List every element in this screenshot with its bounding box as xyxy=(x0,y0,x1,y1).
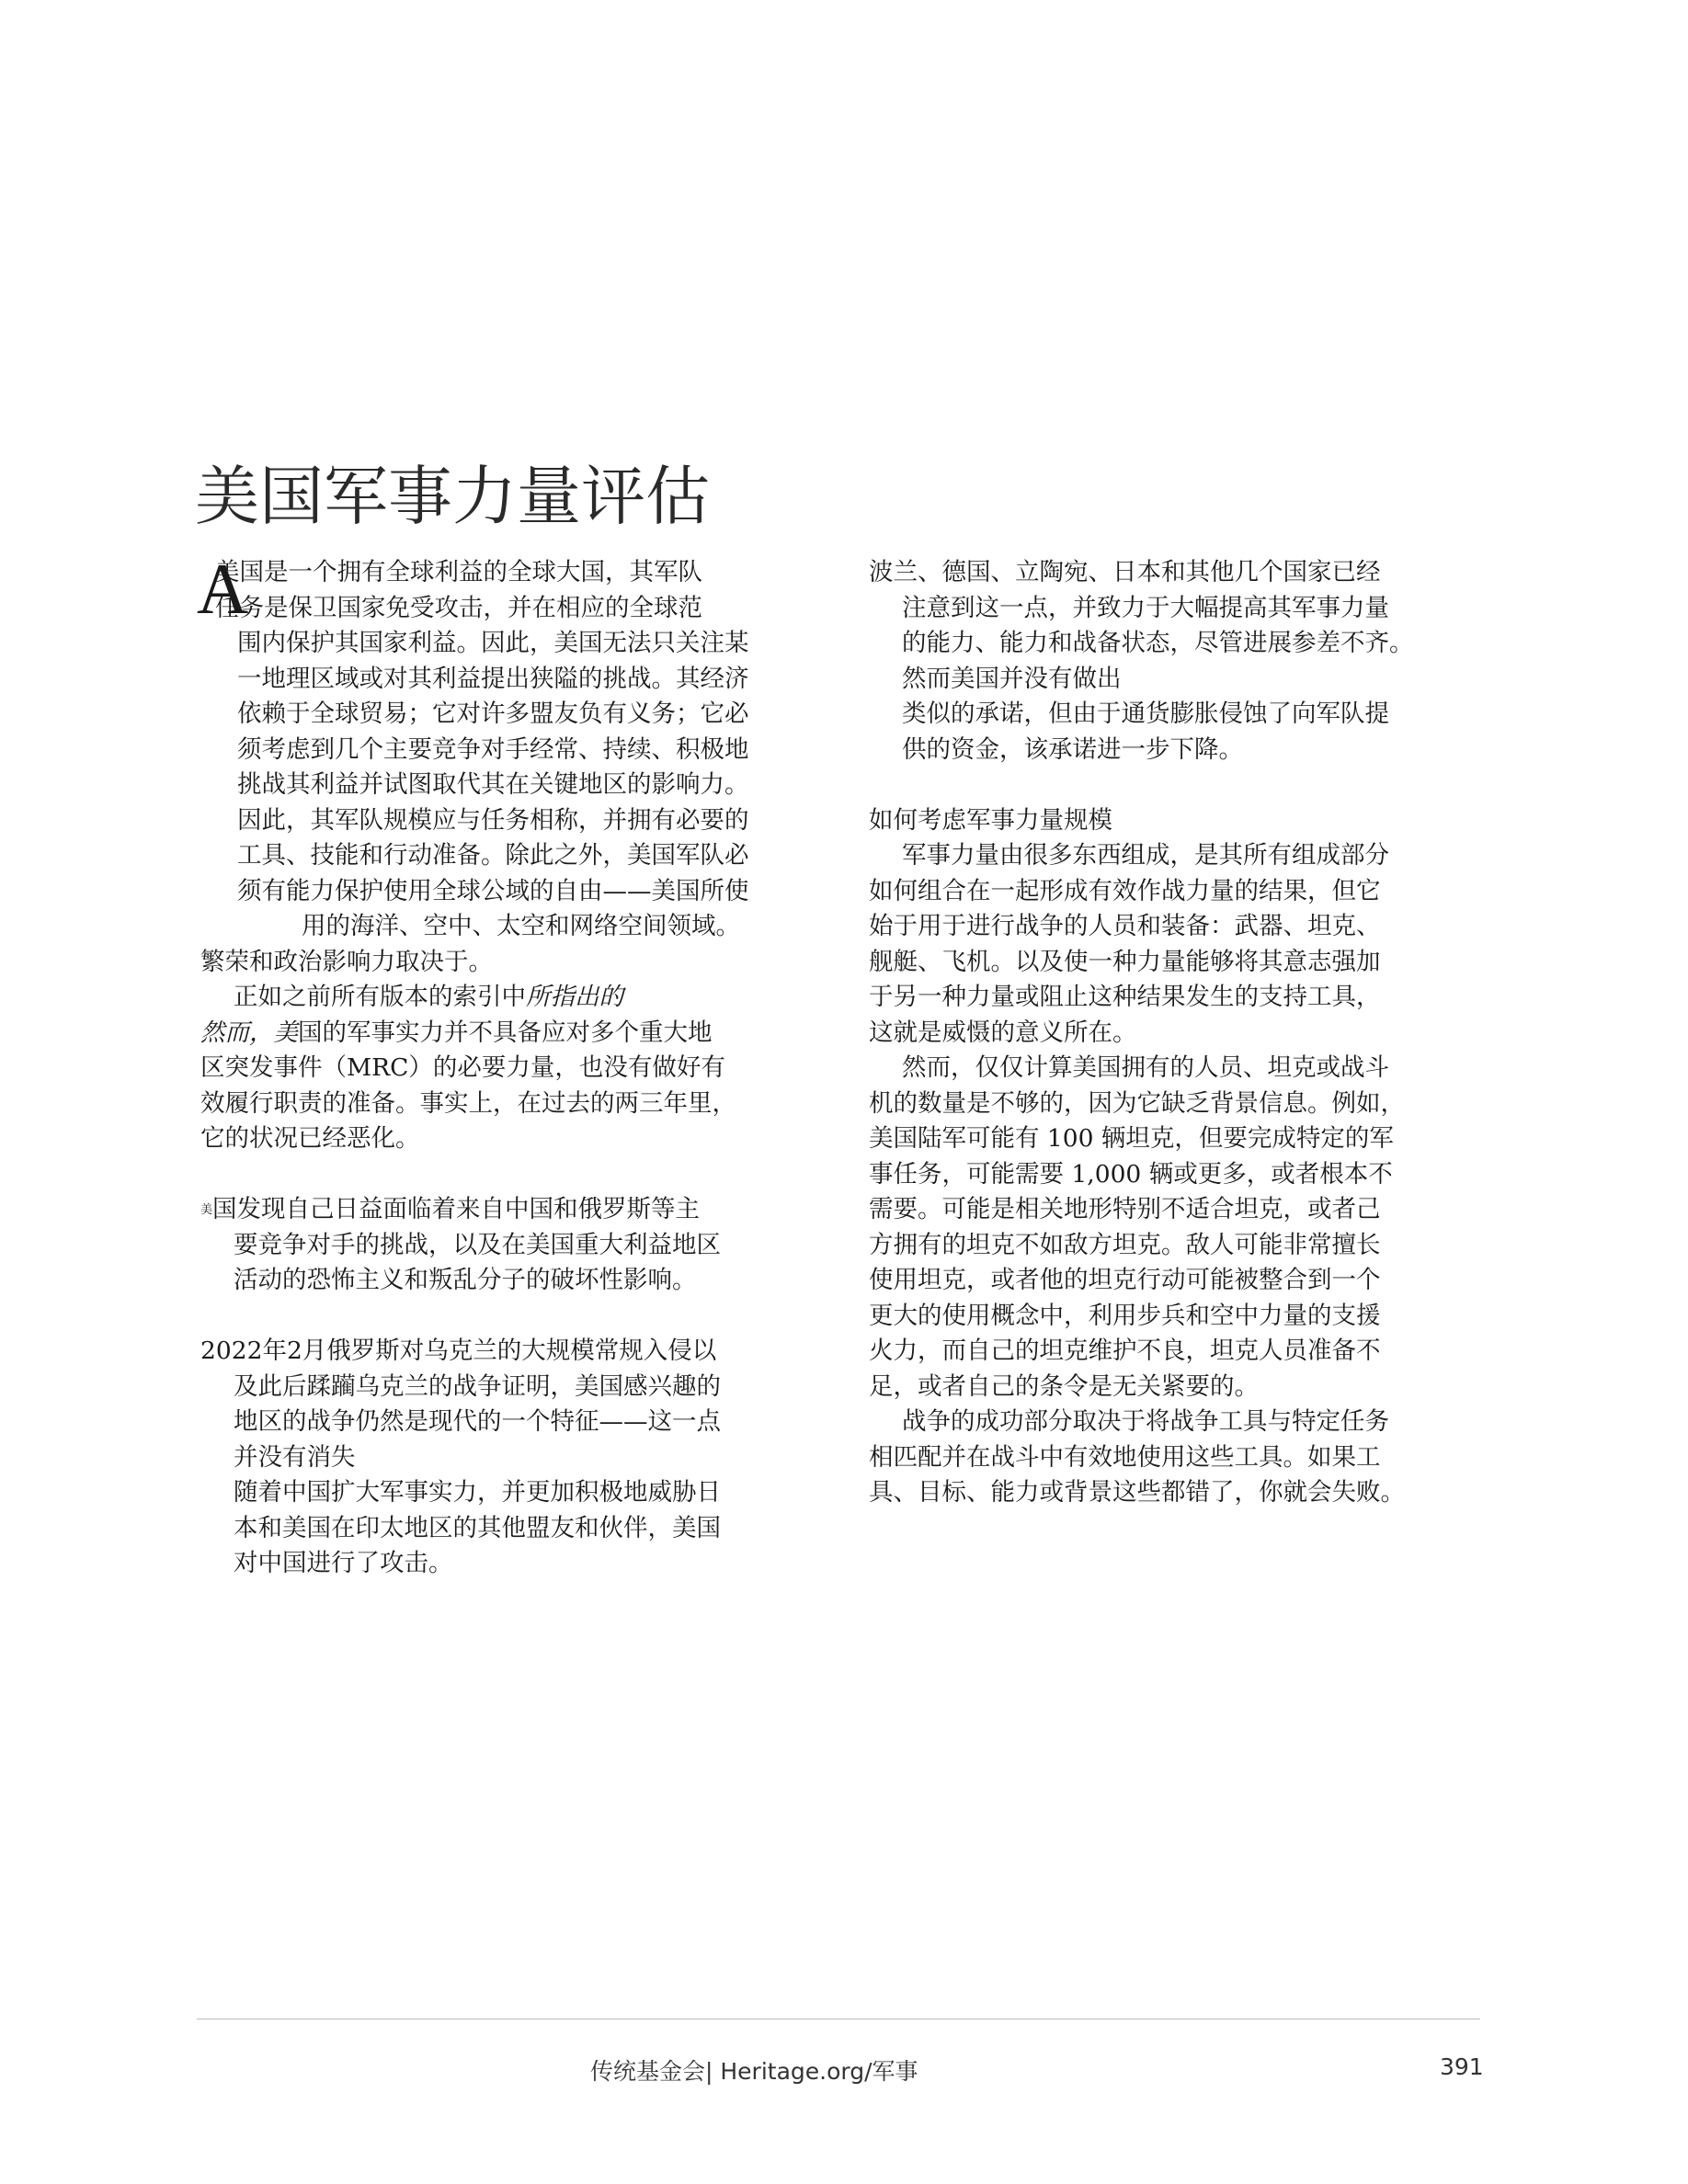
text-line: 美国陆军可能有 100 辆坦克，但要完成特定的军 xyxy=(869,1124,1394,1153)
text-line: 注意到这一点，并致力于大幅提高其军事力量 xyxy=(902,593,1389,622)
text-line: 它的状况已经恶化。 xyxy=(200,1124,420,1153)
paragraph-context xyxy=(869,1051,1512,1405)
text-line: 机的数量是不够的，因为它缺乏背景信息。例如， xyxy=(869,1088,1405,1118)
text-line: 区突发事件（MRC）的必要力量，也没有做好有 xyxy=(200,1053,725,1082)
text-line: 于另一种力量或阻止这种结果发生的支持工具， xyxy=(869,983,1381,1011)
text-line: 对中国进行了攻击。 xyxy=(234,1549,453,1577)
text-line: 及此后蹂躏乌克兰的战争证明，美国感兴趣的 xyxy=(234,1371,721,1401)
text-line: 正如之前所有版本的索引中所指出的 xyxy=(234,983,623,1011)
text-line: 战争的成功部分取决于将战争工具与特定任务 xyxy=(902,1407,1389,1436)
page-number: 391 xyxy=(1440,2053,1484,2080)
page-title: 美国军事力量评估 xyxy=(195,459,710,534)
text-line: 用的海洋、空中、太空和网络空间领域。 xyxy=(302,912,740,940)
text-line: 地区的战争仍然是现代的一个特征——这一点 xyxy=(234,1407,721,1436)
text-line: 使用坦克，或者他的坦克行动可能被整合到一个 xyxy=(869,1266,1381,1294)
paragraph-ukraine xyxy=(200,1334,844,1582)
text-line: 火力，而自己的坦克维护不良，坦克人员准备不 xyxy=(869,1337,1381,1365)
text-line: 然而美国并没有做出 xyxy=(902,664,1122,693)
text-line: 要竞争对手的挑战，以及在美国重大利益地区 xyxy=(234,1230,721,1259)
text-line: 供的资金，该承诺进一步下降。 xyxy=(902,734,1243,764)
text-line: 美国发现自己日益面临着来自中国和俄罗斯等主 xyxy=(200,1195,701,1223)
text-line: 繁荣和政治影响力取决于。 xyxy=(200,947,493,976)
text-line: 的能力、能力和战备状态，尽管进展参差不齐。 xyxy=(902,629,1414,657)
paragraph-composition xyxy=(869,838,1512,1051)
text-line: 足，或者自己的条令是无关紧要的。 xyxy=(869,1371,1259,1401)
text-line: 军事力量由很多东西组成，是其所有组成部分 xyxy=(902,841,1389,870)
text-line: 始于用于进行战争的人员和装备：武器、坦克、 xyxy=(869,912,1381,940)
section-heading: 如何考虑军事力量规模 xyxy=(869,805,1112,835)
text-line: 本和美国在印太地区的其他盟友和伙伴，美国 xyxy=(234,1513,721,1542)
text-line: 挑战其利益并试图取代其在关键地区的影响力。 xyxy=(237,770,749,799)
text-line: 需要。可能是相关地形特别不适合坦克，或者己 xyxy=(869,1195,1381,1223)
right-column xyxy=(869,555,1512,1511)
text-line: 然而，仅仅计算美国拥有的人员、坦克或战斗 xyxy=(902,1053,1389,1082)
text-line: 然而，美国的军事实力并不具备应对多个重大地 xyxy=(200,1018,713,1047)
text-line: 方拥有的坦克不如敌方坦克。敌人可能非常擅长 xyxy=(869,1230,1381,1259)
drop-cap: A xyxy=(197,549,249,629)
text-line: 舰艇、飞机。以及使一种力量能够将其意志强加 xyxy=(869,947,1381,976)
text-line: 效履行职责的准备。事实上，在过去的两三年里， xyxy=(200,1088,736,1118)
text-line: 围内保护其国家利益。因此，美国无法只关注某 xyxy=(237,629,749,657)
paragraph-allies xyxy=(869,555,1512,768)
text-line: 须有能力保护使用全球公域的自由——美国所使 xyxy=(237,876,749,905)
footer-source: 传统基金会| Heritage.org/军事 xyxy=(590,2058,918,2085)
text-line: 随着中国扩大军事实力，并更加积极地威胁日 xyxy=(234,1478,721,1507)
text-line: 类似的承诺，但由于通货膨胀侵蚀了向军队提 xyxy=(902,700,1389,728)
text-line: 并没有消失 xyxy=(234,1442,356,1472)
paragraph-intro xyxy=(200,555,844,980)
text-line: 活动的恐怖主义和叛乱分子的破坏性影响。 xyxy=(234,1266,697,1294)
text-line: 工具、技能和行动准备。除此之外，美国军队必 xyxy=(237,841,749,870)
text-line: 须考虑到几个主要竞争对手经常、持续、积极地 xyxy=(237,734,749,764)
text-line: 更大的使用概念中，利用步兵和空中力量的支援 xyxy=(869,1301,1381,1330)
left-column xyxy=(197,549,844,1582)
text-line: 波兰、德国、立陶宛、日本和其他几个国家已经 xyxy=(869,558,1381,586)
text-line: 具、目标、能力或背景这些都错了，你就会失败。 xyxy=(869,1478,1405,1507)
text-line: 依赖于全球贸易；它对许多盟友负有义务；它必 xyxy=(237,700,749,728)
text-line: 2022年2月俄罗斯对乌克兰的大规模常规入侵以 xyxy=(200,1337,717,1365)
text-line: 一地理区域或对其利益提出狭隘的挑战。其经济 xyxy=(237,664,749,693)
text-line: 任务是保卫国家免受攻击，并在相应的全球范 xyxy=(215,593,702,622)
text-line: 事任务，可能需要 1,000 辆或更多，或者根本不 xyxy=(869,1159,1393,1189)
text-line: 如何组合在一起形成有效作战力量的结果，但它 xyxy=(869,876,1381,905)
paragraph-index-note xyxy=(200,980,844,1157)
text-line: 美国是一个拥有全球利益的全球大国，其军队 xyxy=(215,558,702,586)
text-line: 相匹配并在战斗中有效地使用这些工具。如果工 xyxy=(869,1442,1381,1472)
text-line: 因此，其军队规模应与任务相称，并拥有必要的 xyxy=(237,805,749,835)
paragraph-success xyxy=(869,1405,1512,1511)
text-line: 这就是威慑的意义所在。 xyxy=(869,1018,1137,1047)
paragraph-competitors xyxy=(200,1192,844,1299)
